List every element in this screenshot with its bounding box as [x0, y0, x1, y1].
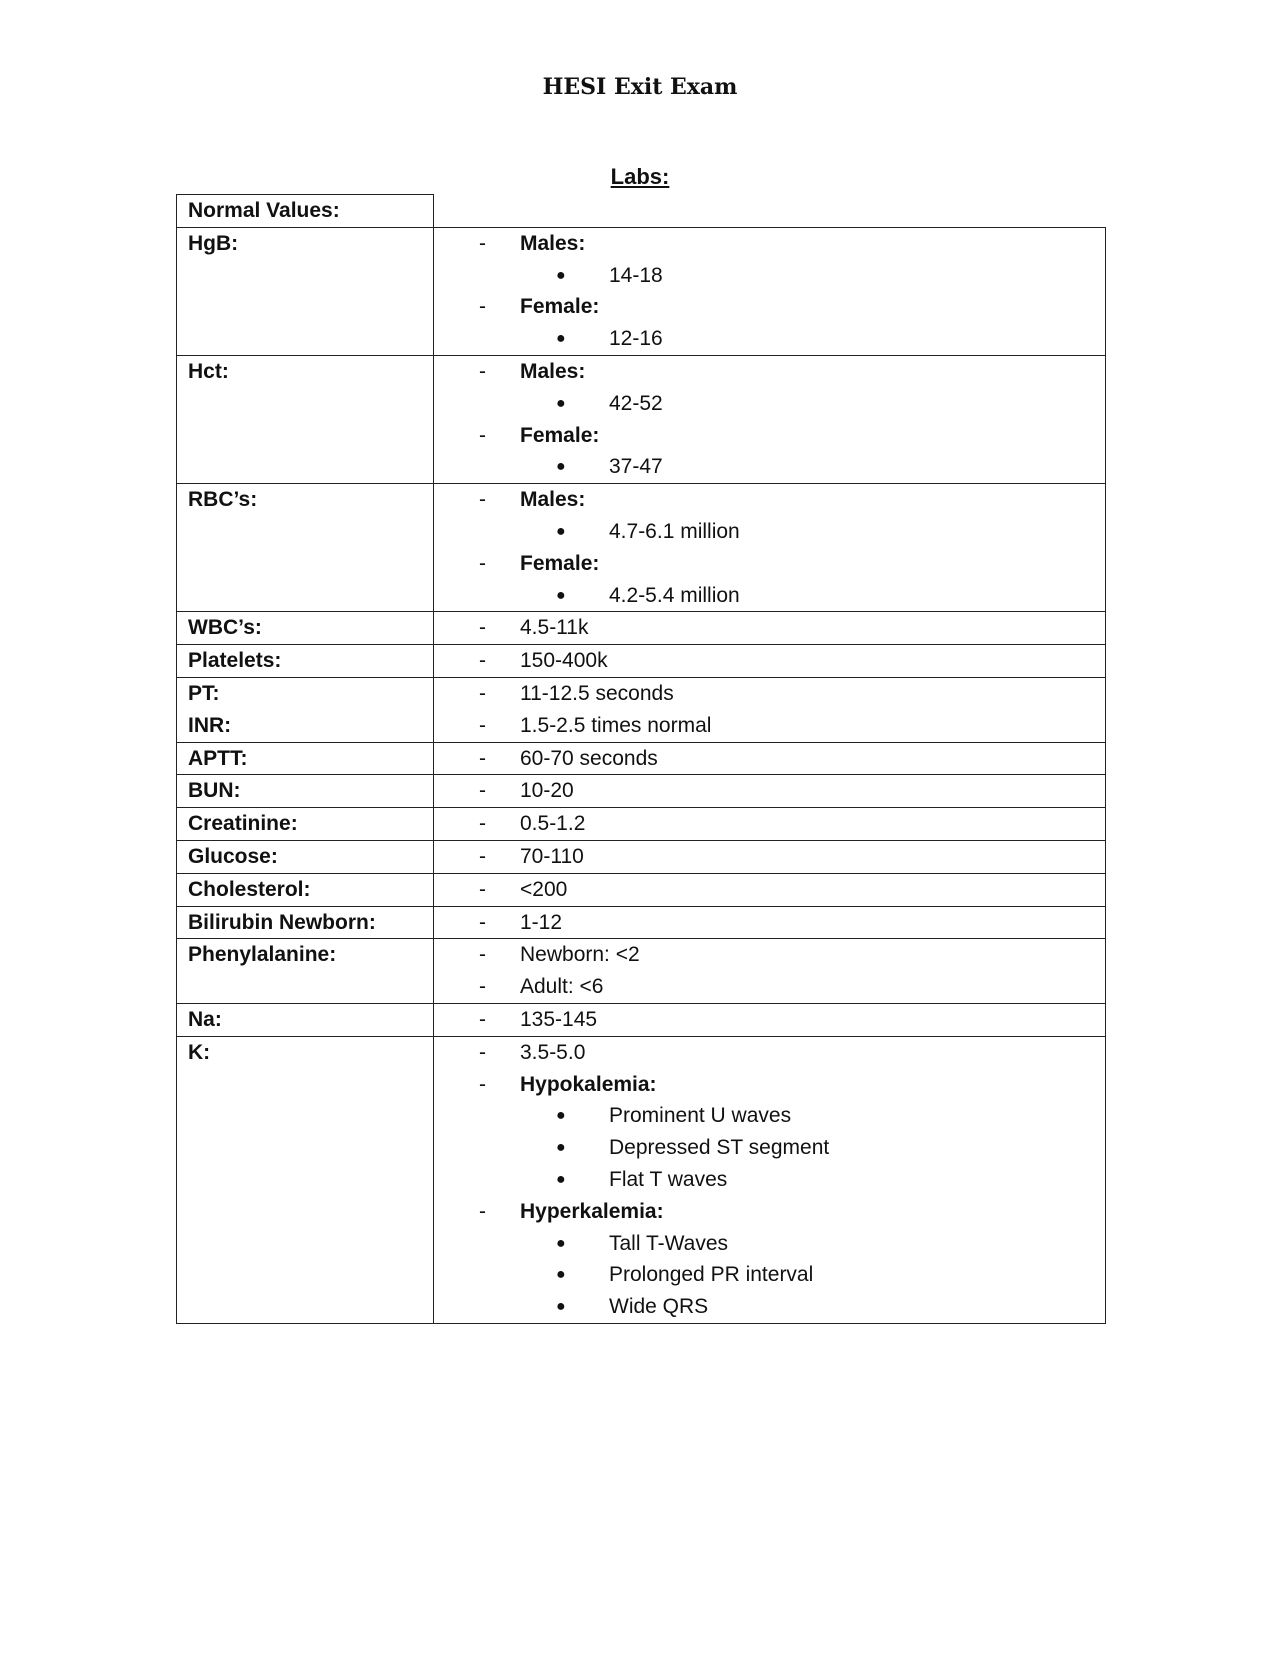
dash-item [434, 808, 1105, 840]
dash-item [434, 1004, 1105, 1036]
value-text: 150-400k [520, 649, 608, 673]
lab-name: PT: [188, 681, 220, 705]
bullet-text: Flat T waves [609, 1167, 728, 1191]
lab-name: Platelets: [188, 649, 282, 673]
lab-row [177, 808, 1106, 841]
lab-value-cell [434, 1036, 1106, 1323]
lab-row [177, 677, 1106, 742]
bullet-item [434, 580, 1105, 612]
lab-value-cell [434, 484, 1106, 612]
lab-name: WBC’s: [188, 616, 262, 640]
bullet-icon: ● [556, 1170, 566, 1188]
bullet-icon: ● [556, 1266, 566, 1284]
dash-icon: - [479, 1072, 486, 1096]
lab-name-cell [177, 775, 434, 808]
bullet-text: Tall T-Waves [609, 1231, 729, 1255]
bullet-icon: ● [556, 394, 566, 412]
bullet-item [434, 1259, 1105, 1291]
header-blank-cell [434, 195, 1106, 228]
lab-name: Glucose: [188, 844, 278, 868]
dash-icon: - [479, 551, 486, 575]
dash-item [434, 228, 1105, 260]
bullet-text: 14-18 [609, 263, 663, 287]
bullet-item [434, 323, 1105, 355]
value-text: 70-110 [520, 844, 584, 868]
lab-name-cell [177, 1003, 434, 1036]
dash-item [434, 356, 1105, 388]
lab-name: Bilirubin Newborn: [188, 910, 376, 934]
dash-item [434, 291, 1105, 323]
dash-icon: - [479, 779, 486, 803]
bullet-icon: ● [556, 330, 566, 348]
dash-icon: - [479, 910, 486, 934]
value-text: 1-12 [520, 910, 563, 934]
lab-value-cell [434, 775, 1106, 808]
lab-values-table [176, 194, 1106, 1324]
lab-row [177, 612, 1106, 645]
dash-item [434, 939, 1105, 971]
bullet-text: 12-16 [609, 327, 663, 351]
dash-icon: - [479, 681, 486, 705]
value-text: Males: [520, 359, 586, 383]
dash-item [434, 841, 1105, 873]
bullet-text: 4.7-6.1 million [609, 519, 740, 543]
dash-icon: - [479, 359, 486, 383]
dash-icon: - [479, 1199, 486, 1223]
bullet-item [434, 451, 1105, 483]
lab-row [177, 742, 1106, 775]
lab-name-cell [177, 612, 434, 645]
lab-name-cell [177, 227, 434, 355]
lab-row [177, 775, 1106, 808]
dash-item [434, 612, 1105, 644]
bullet-icon: ● [556, 1298, 566, 1316]
lab-name-cell [177, 1036, 434, 1323]
lab-value-cell [434, 873, 1106, 906]
dash-item [434, 1037, 1105, 1069]
value-text: 1.5-2.5 times normal [520, 713, 712, 737]
lab-value-cell [434, 906, 1106, 939]
bullet-icon: ● [556, 1234, 566, 1252]
lab-values-body [177, 195, 1106, 1324]
bullet-text: 4.2-5.4 million [609, 583, 740, 607]
lab-name-cell [177, 808, 434, 841]
lab-row [177, 355, 1106, 483]
value-text: Newborn: <2 [520, 943, 640, 967]
dash-icon: - [479, 649, 486, 673]
lab-name-cell [177, 355, 434, 483]
dash-icon: - [479, 877, 486, 901]
lab-row [177, 227, 1106, 355]
value-text: 4.5-11k [520, 616, 589, 640]
lab-value-cell [434, 742, 1106, 775]
bullet-text: 37-47 [609, 455, 663, 479]
lab-name: HgB: [188, 231, 239, 255]
lab-value-cell [434, 612, 1106, 645]
lab-name: Phenylalanine: [188, 943, 337, 967]
dash-item [434, 548, 1105, 580]
lab-name-cell [177, 840, 434, 873]
bullet-text: Prominent U waves [609, 1104, 792, 1128]
value-text: 135-145 [520, 1007, 598, 1031]
lab-name: Cholesterol: [188, 877, 311, 901]
lab-value-cell [434, 355, 1106, 483]
bullet-item [434, 516, 1105, 548]
dash-icon: - [479, 812, 486, 836]
lab-name-cell [177, 906, 434, 939]
lab-name-cell [177, 939, 434, 1004]
bullet-item [434, 1132, 1105, 1164]
dash-icon: - [479, 1007, 486, 1031]
bullet-icon: ● [556, 522, 566, 540]
bullet-icon: ● [556, 266, 566, 284]
lab-value-cell [434, 840, 1106, 873]
value-text: Hyperkalemia: [520, 1199, 664, 1223]
lab-name: BUN: [188, 779, 241, 803]
value-text: Female: [520, 295, 600, 319]
dash-icon: - [479, 975, 486, 999]
lab-value-cell [434, 677, 1106, 742]
lab-name: Creatinine: [188, 812, 298, 836]
section-title: Labs: [610, 164, 670, 189]
dash-icon: - [479, 295, 486, 319]
lab-name-cell [177, 677, 434, 742]
value-text: Adult: <6 [520, 975, 604, 999]
dash-icon: - [479, 1040, 486, 1064]
value-text: Males: [520, 488, 586, 512]
dash-icon: - [479, 713, 486, 737]
bullet-icon: ● [556, 1139, 566, 1157]
dash-icon: - [479, 616, 486, 640]
bullet-icon: ● [556, 458, 566, 476]
dash-icon: - [479, 488, 486, 512]
value-text: <200 [520, 877, 568, 901]
lab-name: Hct: [188, 359, 229, 383]
lab-name: APTT: [188, 746, 248, 770]
lab-row [177, 873, 1106, 906]
dash-icon: - [479, 746, 486, 770]
dash-icon: - [479, 943, 486, 967]
dash-item [434, 484, 1105, 516]
lab-row [177, 645, 1106, 678]
value-text: 0.5-1.2 [520, 812, 586, 836]
dash-item [434, 710, 1105, 742]
bullet-text: Depressed ST segment [609, 1136, 830, 1160]
lab-name-cell [177, 873, 434, 906]
bullet-item [434, 260, 1105, 292]
value-text: Hypokalemia: [520, 1072, 657, 1096]
lab-name-cell [177, 742, 434, 775]
bullet-item [434, 1291, 1105, 1323]
bullet-item [434, 1228, 1105, 1260]
header-row [177, 195, 1106, 228]
header-label: Normal Values: [188, 199, 340, 222]
lab-value-cell [434, 227, 1106, 355]
lab-name: K: [188, 1040, 211, 1064]
value-text: 11-12.5 seconds [520, 681, 674, 705]
dash-item [434, 907, 1105, 939]
lab-value-cell [434, 808, 1106, 841]
dash-item [434, 1069, 1105, 1101]
lab-name-secondary: INR: [188, 713, 232, 737]
bullet-icon: ● [556, 586, 566, 604]
lab-row [177, 840, 1106, 873]
dash-item [434, 1196, 1105, 1228]
lab-row [177, 906, 1106, 939]
value-text: 60-70 seconds [520, 746, 658, 770]
bullet-text: Prolonged PR interval [609, 1263, 814, 1287]
dash-item [434, 645, 1105, 677]
lab-row [177, 1003, 1106, 1036]
lab-name: RBC’s: [188, 488, 258, 512]
dash-item [434, 678, 1105, 710]
bullet-icon: ● [556, 1107, 566, 1125]
bullet-text: 42-52 [609, 391, 663, 415]
lab-row [177, 1036, 1106, 1323]
bullet-item [434, 388, 1105, 420]
dash-icon: - [479, 844, 486, 868]
dash-item [434, 420, 1105, 452]
dash-item [434, 775, 1105, 807]
header-cell [177, 195, 434, 228]
dash-icon: - [479, 231, 486, 255]
lab-name: Na: [188, 1007, 222, 1031]
value-text: 10-20 [520, 779, 574, 803]
lab-row [177, 484, 1106, 612]
lab-name-cell [177, 484, 434, 612]
lab-value-cell [434, 939, 1106, 1004]
lab-row [177, 939, 1106, 1004]
value-text: Female: [520, 551, 600, 575]
lab-value-cell [434, 1003, 1106, 1036]
value-text: Female: [520, 423, 600, 447]
dash-item [434, 874, 1105, 906]
bullet-item [434, 1164, 1105, 1196]
value-text: Males: [520, 231, 586, 255]
bullet-item [434, 1100, 1105, 1132]
bullet-text: Wide QRS [609, 1295, 709, 1319]
dash-item [434, 971, 1105, 1003]
document-title: HESI Exit Exam [542, 74, 738, 100]
value-text: 3.5-5.0 [520, 1040, 586, 1064]
lab-value-cell [434, 645, 1106, 678]
dash-icon: - [479, 423, 486, 447]
lab-name-cell [177, 645, 434, 678]
dash-item [434, 743, 1105, 775]
